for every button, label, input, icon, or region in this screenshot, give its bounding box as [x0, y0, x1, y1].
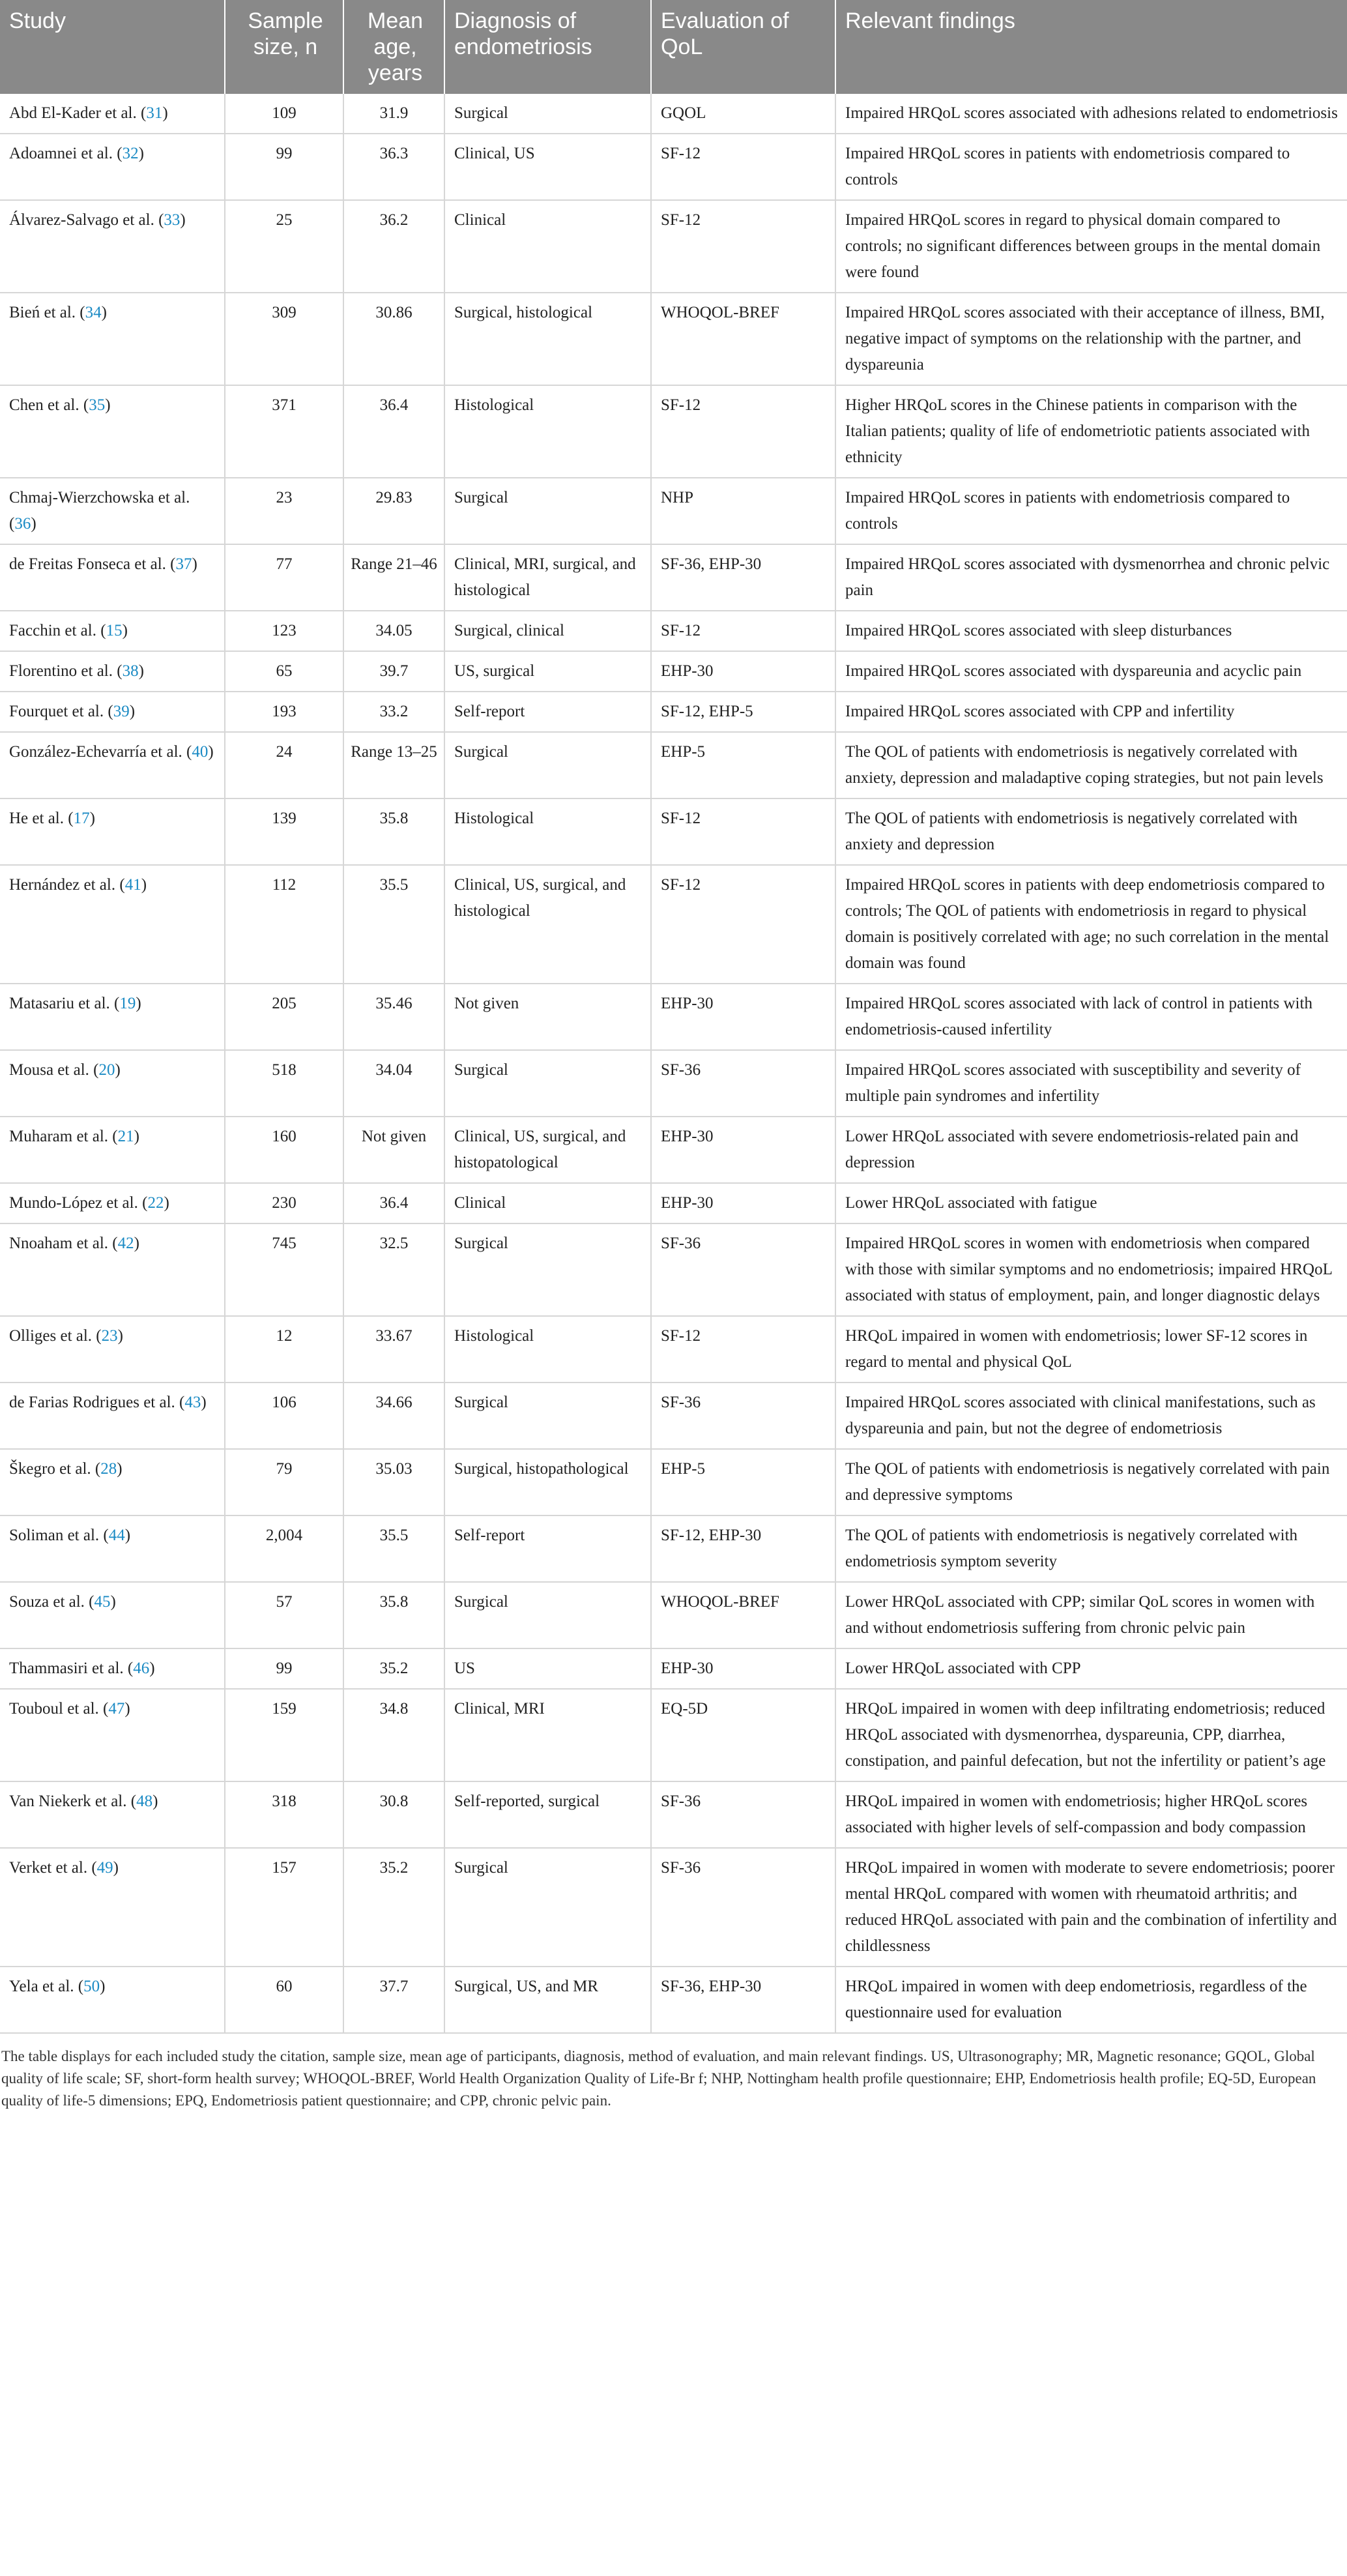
evaluation-cell: SF-12 — [651, 611, 835, 651]
findings-cell: Impaired HRQoL scores associated with their acceptance of illness, BMI, negative impact of symptoms on the relationship with the partner, and dyspareunia — [835, 293, 1347, 385]
header-diagnosis: Diagnosis of endometriosis — [444, 0, 651, 94]
diagnosis-cell: Clinical, US, surgical, and histological — [444, 865, 651, 984]
evaluation-cell: WHOQOL-BREF — [651, 293, 835, 385]
findings-cell: The QOL of patients with endometriosis is negatively correlated with anxiety and depression — [835, 798, 1347, 865]
study-cell — [0, 1582, 225, 1648]
reference-close-paren: ) — [122, 622, 128, 639]
study-author: Abd El-Kader et al. ( — [9, 104, 147, 122]
study-author: Soliman et al. ( — [9, 1527, 109, 1544]
reference-close-paren: ) — [129, 703, 136, 720]
evaluation-cell: SF-36, EHP-30 — [651, 544, 835, 611]
evaluation-cell: SF-12, EHP-5 — [651, 692, 835, 732]
evaluation-cell: WHOQOL-BREF — [651, 1582, 835, 1648]
reference-link[interactable]: 17 — [73, 810, 90, 827]
mean-age-cell: 34.8 — [343, 1689, 444, 1781]
findings-cell: The QOL of patients with endometriosis is negatively correlated with pain and depressive symptoms — [835, 1449, 1347, 1515]
reference-close-paren: ) — [138, 662, 144, 680]
sample-size-cell: 157 — [225, 1848, 343, 1967]
diagnosis-cell: Self-report — [444, 692, 651, 732]
findings-cell: Impaired HRQoL scores in patients with endometriosis compared to controls — [835, 478, 1347, 544]
diagnosis-cell: US — [444, 1648, 651, 1689]
sample-size-cell: 230 — [225, 1183, 343, 1223]
table-row — [0, 1582, 1347, 1648]
table-row — [0, 732, 1347, 798]
diagnosis-cell: Surgical, histological — [444, 293, 651, 385]
reference-close-paren: ) — [149, 1660, 155, 1677]
study-author: Thammasiri et al. ( — [9, 1660, 134, 1677]
study-author: Mousa et al. ( — [9, 1061, 99, 1079]
evaluation-cell: EHP-30 — [651, 1183, 835, 1223]
diagnosis-cell: Surgical — [444, 732, 651, 798]
reference-link[interactable]: 23 — [101, 1327, 118, 1345]
study-cell — [0, 1223, 225, 1316]
reference-link[interactable]: 32 — [122, 145, 139, 162]
findings-cell: Impaired HRQoL scores associated with dysmenorrhea and chronic pelvic pain — [835, 544, 1347, 611]
mean-age-cell: 35.8 — [343, 798, 444, 865]
table-row — [0, 1781, 1347, 1848]
sample-size-cell: 65 — [225, 651, 343, 692]
diagnosis-cell: Clinical, MRI — [444, 1689, 651, 1781]
evaluation-cell: SF-12 — [651, 1316, 835, 1383]
evaluation-cell: NHP — [651, 478, 835, 544]
study-cell — [0, 1183, 225, 1223]
findings-cell: HRQoL impaired in women with endometriosis; higher HRQoL scores associated with higher levels of self-compassion and body compassion — [835, 1781, 1347, 1848]
findings-cell: Impaired HRQoL scores associated with sleep disturbances — [835, 611, 1347, 651]
mean-age-cell: 32.5 — [343, 1223, 444, 1316]
study-author: Fourquet et al. ( — [9, 703, 113, 720]
diagnosis-cell: Surgical — [444, 478, 651, 544]
header-study: Study — [0, 0, 225, 94]
findings-cell: Impaired HRQoL scores in women with endometriosis when compared with those with similar symptoms and no endometriosis; impaired HRQoL associated with status of employment, pain, and longer diagnostic delays — [835, 1223, 1347, 1316]
reference-close-paren: ) — [117, 1460, 123, 1478]
study-cell — [0, 984, 225, 1050]
study-cell — [0, 732, 225, 798]
evaluation-cell: EQ-5D — [651, 1689, 835, 1781]
study-cell — [0, 200, 225, 293]
sample-size-cell: 24 — [225, 732, 343, 798]
sample-size-cell: 23 — [225, 478, 343, 544]
reference-link[interactable]: 44 — [108, 1527, 125, 1544]
reference-close-paren: ) — [31, 515, 36, 533]
diagnosis-cell: Clinical, US — [444, 134, 651, 200]
table-row — [0, 1183, 1347, 1223]
mean-age-cell: 35.03 — [343, 1449, 444, 1515]
table-row — [0, 651, 1347, 692]
study-cell — [0, 478, 225, 544]
sample-size-cell: 2,004 — [225, 1515, 343, 1582]
study-cell — [0, 1449, 225, 1515]
mean-age-cell: 36.4 — [343, 385, 444, 478]
reference-close-paren: ) — [124, 1700, 130, 1718]
reference-link[interactable]: 19 — [119, 995, 136, 1012]
header-evaluation: Evaluation of QoL — [651, 0, 835, 94]
table-row — [0, 611, 1347, 651]
sample-size-cell: 12 — [225, 1316, 343, 1383]
study-cell — [0, 1967, 225, 2033]
diagnosis-cell: Surgical, US, and MR — [444, 1967, 651, 2033]
findings-cell: Higher HRQoL scores in the Chinese patients in comparison with the Italian patients; quality of life of endometriotic patients associated with ethnicity — [835, 385, 1347, 478]
study-cell — [0, 692, 225, 732]
mean-age-cell: Not given — [343, 1117, 444, 1183]
table-body — [0, 94, 1347, 2033]
reference-link[interactable]: 42 — [117, 1235, 134, 1252]
reference-link[interactable]: 45 — [94, 1593, 111, 1611]
table-row — [0, 1449, 1347, 1515]
table-row — [0, 200, 1347, 293]
mean-age-cell: 33.2 — [343, 692, 444, 732]
evaluation-cell: SF-12 — [651, 200, 835, 293]
sample-size-cell: 112 — [225, 865, 343, 984]
mean-age-cell: Range 13–25 — [343, 732, 444, 798]
table-row — [0, 1967, 1347, 2033]
mean-age-cell: 36.3 — [343, 134, 444, 200]
mean-age-cell: 29.83 — [343, 478, 444, 544]
sample-size-cell: 25 — [225, 200, 343, 293]
table-row — [0, 478, 1347, 544]
sample-size-cell: 309 — [225, 293, 343, 385]
diagnosis-cell: Surgical — [444, 1582, 651, 1648]
findings-cell: Impaired HRQoL scores associated with adhesions related to endometriosis — [835, 94, 1347, 134]
table-row — [0, 1223, 1347, 1316]
study-cell — [0, 865, 225, 984]
study-author: Olliges et al. ( — [9, 1327, 102, 1345]
study-author: Muharam et al. ( — [9, 1128, 118, 1145]
table-row — [0, 544, 1347, 611]
findings-cell: The QOL of patients with endometriosis is negatively correlated with endometriosis symptom severity — [835, 1515, 1347, 1582]
mean-age-cell: 34.05 — [343, 611, 444, 651]
diagnosis-cell: Clinical — [444, 200, 651, 293]
evaluation-cell: SF-36 — [651, 1848, 835, 1967]
findings-cell: Impaired HRQoL scores in regard to physical domain compared to controls; no significant differences between groups in the mental domain were found — [835, 200, 1347, 293]
study-cell — [0, 134, 225, 200]
table-row — [0, 1316, 1347, 1383]
findings-cell: Impaired HRQoL scores associated with susceptibility and severity of multiple pain syndromes and infertility — [835, 1050, 1347, 1117]
table-row — [0, 692, 1347, 732]
mean-age-cell: 37.7 — [343, 1967, 444, 2033]
findings-cell: HRQoL impaired in women with deep infiltrating endometriosis; reduced HRQoL associated with dysmenorrhea, dyspareunia, CPP, diarrhea, constipation, and painful defecation, but not the infertility or patient’s age — [835, 1689, 1347, 1781]
diagnosis-cell: Not given — [444, 984, 651, 1050]
findings-cell: Impaired HRQoL scores associated with clinical manifestations, such as dyspareunia and pain, but not the degree of endometriosis — [835, 1383, 1347, 1449]
table-row — [0, 1515, 1347, 1582]
mean-age-cell: 33.67 — [343, 1316, 444, 1383]
reference-link[interactable]: 21 — [117, 1128, 134, 1145]
mean-age-cell: 36.2 — [343, 200, 444, 293]
study-cell — [0, 94, 225, 134]
study-author: Hernández et al. ( — [9, 876, 125, 894]
sample-size-cell: 77 — [225, 544, 343, 611]
study-author: Van Niekerk et al. ( — [9, 1793, 137, 1810]
reference-link[interactable]: 49 — [96, 1859, 113, 1877]
study-author: de Freitas Fonseca et al. ( — [9, 555, 176, 573]
findings-cell: Impaired HRQoL scores associated with lack of control in patients with endometriosis-caused infertility — [835, 984, 1347, 1050]
reference-close-paren: ) — [100, 1978, 106, 1995]
diagnosis-cell: Histological — [444, 1316, 651, 1383]
reference-link[interactable]: 28 — [100, 1460, 117, 1478]
study-cell — [0, 1117, 225, 1183]
findings-cell: Lower HRQoL associated with CPP — [835, 1648, 1347, 1689]
reference-close-paren: ) — [192, 555, 197, 573]
reference-link[interactable]: 15 — [106, 622, 123, 639]
study-author: Verket et al. ( — [9, 1859, 97, 1877]
study-author: Chen et al. ( — [9, 396, 89, 414]
sample-size-cell: 371 — [225, 385, 343, 478]
reference-close-paren: ) — [89, 810, 95, 827]
diagnosis-cell: Surgical, clinical — [444, 611, 651, 651]
reference-close-paren: ) — [162, 104, 168, 122]
mean-age-cell: 35.8 — [343, 1582, 444, 1648]
sample-size-cell: 193 — [225, 692, 343, 732]
study-cell — [0, 1050, 225, 1117]
study-author: Bień et al. ( — [9, 304, 85, 321]
evaluation-cell: EHP-5 — [651, 1449, 835, 1515]
reference-close-paren: ) — [134, 1235, 139, 1252]
table-row — [0, 385, 1347, 478]
reference-close-paren: ) — [113, 1859, 119, 1877]
evaluation-cell: SF-12 — [651, 865, 835, 984]
sample-size-cell: 123 — [225, 611, 343, 651]
findings-cell: HRQoL impaired in women with deep endometriosis, regardless of the questionnaire used for evaluation — [835, 1967, 1347, 2033]
reference-close-paren: ) — [124, 1527, 131, 1544]
study-author: Touboul et al. ( — [9, 1700, 109, 1718]
reference-link[interactable]: 41 — [124, 876, 141, 894]
study-author: Chmaj-Wierzchowska et al. ( — [9, 489, 190, 533]
study-cell — [0, 1781, 225, 1848]
sample-size-cell: 139 — [225, 798, 343, 865]
study-author: He et al. ( — [9, 810, 74, 827]
study-cell — [0, 544, 225, 611]
findings-cell: Impaired HRQoL scores associated with dyspareunia and acyclic pain — [835, 651, 1347, 692]
reference-close-paren: ) — [136, 995, 141, 1012]
diagnosis-cell: Surgical — [444, 1223, 651, 1316]
evaluation-cell: SF-12 — [651, 798, 835, 865]
reference-link[interactable]: 35 — [89, 396, 106, 414]
study-author: Matasariu et al. ( — [9, 995, 120, 1012]
evaluation-cell: SF-12, EHP-30 — [651, 1515, 835, 1582]
diagnosis-cell: Surgical, histopathological — [444, 1449, 651, 1515]
sample-size-cell: 745 — [225, 1223, 343, 1316]
header-sample-size: Sample size, n — [225, 0, 343, 94]
table-row — [0, 1117, 1347, 1183]
evaluation-cell: EHP-30 — [651, 1648, 835, 1689]
table-row — [0, 94, 1347, 134]
table-header — [0, 0, 1347, 94]
reference-link[interactable]: 47 — [108, 1700, 125, 1718]
header-findings: Relevant findings — [835, 0, 1347, 94]
header-mean-age: Mean age, years — [343, 0, 444, 94]
study-author: Mundo-López et al. ( — [9, 1194, 148, 1212]
study-cell — [0, 293, 225, 385]
diagnosis-cell: Clinical, MRI, surgical, and histological — [444, 544, 651, 611]
table-row — [0, 798, 1347, 865]
sample-size-cell: 109 — [225, 94, 343, 134]
reference-link[interactable]: 43 — [184, 1394, 201, 1411]
diagnosis-cell: Self-report — [444, 1515, 651, 1582]
reference-link[interactable]: 40 — [192, 743, 209, 761]
evaluation-cell: SF-36 — [651, 1050, 835, 1117]
evaluation-cell: EHP-30 — [651, 1117, 835, 1183]
study-author: Álvarez-Salvago et al. ( — [9, 211, 164, 229]
sample-size-cell: 318 — [225, 1781, 343, 1848]
study-author: Florentino et al. ( — [9, 662, 123, 680]
table-row — [0, 134, 1347, 200]
evaluation-cell: SF-36 — [651, 1223, 835, 1316]
mean-age-cell: 34.66 — [343, 1383, 444, 1449]
mean-age-cell: 36.4 — [343, 1183, 444, 1223]
study-author: de Farias Rodrigues et al. ( — [9, 1394, 185, 1411]
evaluation-cell: SF-36 — [651, 1383, 835, 1449]
table-footnote: The table displays for each included study the citation, sample size, mean age of participants, diagnosis, method of evaluation, and main relevant findings. US, Ultrasonography; MR, Magnetic resonance; GQOL, Global quality of life scale; SF, short-form health survey; WHOQOL-BREF, World Health Organization Quality of Life-Br f; NHP, Nottingham health profile questionnaire; EHP, Endometriosis health profile; EQ-5D, European quality of life-5 dimensions; EPQ, Endometriosis patient questionnaire; and CPP, chronic pelvic pain. — [1, 2048, 1316, 2109]
evaluation-cell: EHP-30 — [651, 984, 835, 1050]
reference-link[interactable]: 36 — [14, 515, 31, 533]
findings-cell: The QOL of patients with endometriosis is negatively correlated with anxiety, depression and maladaptive coping strategies, but not pain levels — [835, 732, 1347, 798]
diagnosis-cell: Histological — [444, 385, 651, 478]
study-author: González-Echevarría et al. ( — [9, 743, 192, 761]
mean-age-cell: 35.2 — [343, 1648, 444, 1689]
findings-cell: Lower HRQoL associated with severe endometriosis-related pain and depression — [835, 1117, 1347, 1183]
reference-link[interactable]: 39 — [113, 703, 130, 720]
study-author: Adoamnei et al. ( — [9, 145, 123, 162]
mean-age-cell: 35.2 — [343, 1848, 444, 1967]
study-cell — [0, 1689, 225, 1781]
evaluation-cell: SF-36 — [651, 1781, 835, 1848]
reference-close-paren: ) — [105, 396, 111, 414]
findings-cell: Impaired HRQoL scores in patients with deep endometriosis compared to controls; The QOL of patients with endometriosis in regard to physical domain is positively correlated with age; no such correlation in the mental domain was found — [835, 865, 1347, 984]
mean-age-cell: 34.04 — [343, 1050, 444, 1117]
study-cell — [0, 1383, 225, 1449]
reference-link[interactable]: 34 — [85, 304, 102, 321]
sample-size-cell: 60 — [225, 1967, 343, 2033]
reference-close-paren: ) — [180, 211, 186, 229]
evaluation-cell: SF-36, EHP-30 — [651, 1967, 835, 2033]
mean-age-cell: 39.7 — [343, 651, 444, 692]
diagnosis-cell: Surgical — [444, 94, 651, 134]
table-row — [0, 865, 1347, 984]
reference-link[interactable]: 31 — [146, 104, 163, 122]
reference-close-paren: ) — [164, 1194, 169, 1212]
table-row — [0, 1383, 1347, 1449]
header-row — [0, 0, 1347, 94]
diagnosis-cell: Surgical — [444, 1050, 651, 1117]
study-cell — [0, 611, 225, 651]
table-row — [0, 1050, 1347, 1117]
reference-link[interactable]: 46 — [133, 1660, 150, 1677]
findings-cell: HRQoL impaired in women with endometriosis; lower SF-12 scores in regard to mental and physical QoL — [835, 1316, 1347, 1383]
table-row — [0, 1648, 1347, 1689]
mean-age-cell: 30.86 — [343, 293, 444, 385]
study-author: Škegro et al. ( — [9, 1460, 101, 1478]
study-author: Facchin et al. ( — [9, 622, 106, 639]
sample-size-cell: 159 — [225, 1689, 343, 1781]
table-row — [0, 1848, 1347, 1967]
study-cell — [0, 1648, 225, 1689]
diagnosis-cell: US, surgical — [444, 651, 651, 692]
reference-close-paren: ) — [110, 1593, 116, 1611]
mean-age-cell: 30.8 — [343, 1781, 444, 1848]
reference-close-paren: ) — [201, 1394, 207, 1411]
reference-link[interactable]: 48 — [136, 1793, 153, 1810]
sample-size-cell: 160 — [225, 1117, 343, 1183]
diagnosis-cell: Clinical, US, surgical, and histopatological — [444, 1117, 651, 1183]
findings-cell: HRQoL impaired in women with moderate to severe endometriosis; poorer mental HRQoL compared with women with rheumatoid arthritis; and reduced HRQoL associated with pain and the combination of infertility and childlessness — [835, 1848, 1347, 1967]
reference-link[interactable]: 33 — [164, 211, 181, 229]
study-cell — [0, 1316, 225, 1383]
evaluation-cell: EHP-5 — [651, 732, 835, 798]
findings-cell: Impaired HRQoL scores associated with CPP and infertility — [835, 692, 1347, 732]
reference-link[interactable]: 20 — [98, 1061, 115, 1079]
study-cell — [0, 1848, 225, 1967]
sample-size-cell: 79 — [225, 1449, 343, 1515]
evaluation-cell: EHP-30 — [651, 651, 835, 692]
study-author: Nnoaham et al. ( — [9, 1235, 118, 1252]
reference-close-paren: ) — [101, 304, 107, 321]
reference-link[interactable]: 50 — [83, 1978, 100, 1995]
reference-close-paren: ) — [117, 1327, 123, 1345]
study-author: Yela et al. ( — [9, 1978, 84, 1995]
study-cell — [0, 385, 225, 478]
mean-age-cell: 35.46 — [343, 984, 444, 1050]
reference-link[interactable]: 22 — [147, 1194, 164, 1212]
study-cell — [0, 798, 225, 865]
evaluation-cell: GQOL — [651, 94, 835, 134]
mean-age-cell: 35.5 — [343, 1515, 444, 1582]
table-row — [0, 1689, 1347, 1781]
table-row — [0, 984, 1347, 1050]
diagnosis-cell: Self-reported, surgical — [444, 1781, 651, 1848]
reference-link[interactable]: 37 — [175, 555, 192, 573]
table-row — [0, 293, 1347, 385]
reference-close-paren: ) — [134, 1128, 139, 1145]
findings-cell: Lower HRQoL associated with fatigue — [835, 1183, 1347, 1223]
sample-size-cell: 205 — [225, 984, 343, 1050]
diagnosis-cell: Surgical — [444, 1848, 651, 1967]
sample-size-cell: 99 — [225, 134, 343, 200]
mean-age-cell: 31.9 — [343, 94, 444, 134]
study-cell — [0, 1515, 225, 1582]
findings-cell: Lower HRQoL associated with CPP; similar QoL scores in women with and without endometriosis suffering from chronic pelvic pain — [835, 1582, 1347, 1648]
sample-size-cell: 99 — [225, 1648, 343, 1689]
evaluation-cell: SF-12 — [651, 134, 835, 200]
reference-close-paren: ) — [115, 1061, 121, 1079]
reference-close-paren: ) — [141, 876, 147, 894]
sample-size-cell: 106 — [225, 1383, 343, 1449]
reference-close-paren: ) — [152, 1793, 158, 1810]
sample-size-cell: 518 — [225, 1050, 343, 1117]
diagnosis-cell: Surgical — [444, 1383, 651, 1449]
reference-close-paren: ) — [208, 743, 214, 761]
diagnosis-cell: Clinical — [444, 1183, 651, 1223]
mean-age-cell: Range 21–46 — [343, 544, 444, 611]
sample-size-cell: 57 — [225, 1582, 343, 1648]
evaluation-cell: SF-12 — [651, 385, 835, 478]
study-cell — [0, 651, 225, 692]
diagnosis-cell: Histological — [444, 798, 651, 865]
reference-close-paren: ) — [138, 145, 144, 162]
reference-link[interactable]: 38 — [122, 662, 139, 680]
findings-cell: Impaired HRQoL scores in patients with endometriosis compared to controls — [835, 134, 1347, 200]
mean-age-cell: 35.5 — [343, 865, 444, 984]
study-author: Souza et al. ( — [9, 1593, 94, 1611]
